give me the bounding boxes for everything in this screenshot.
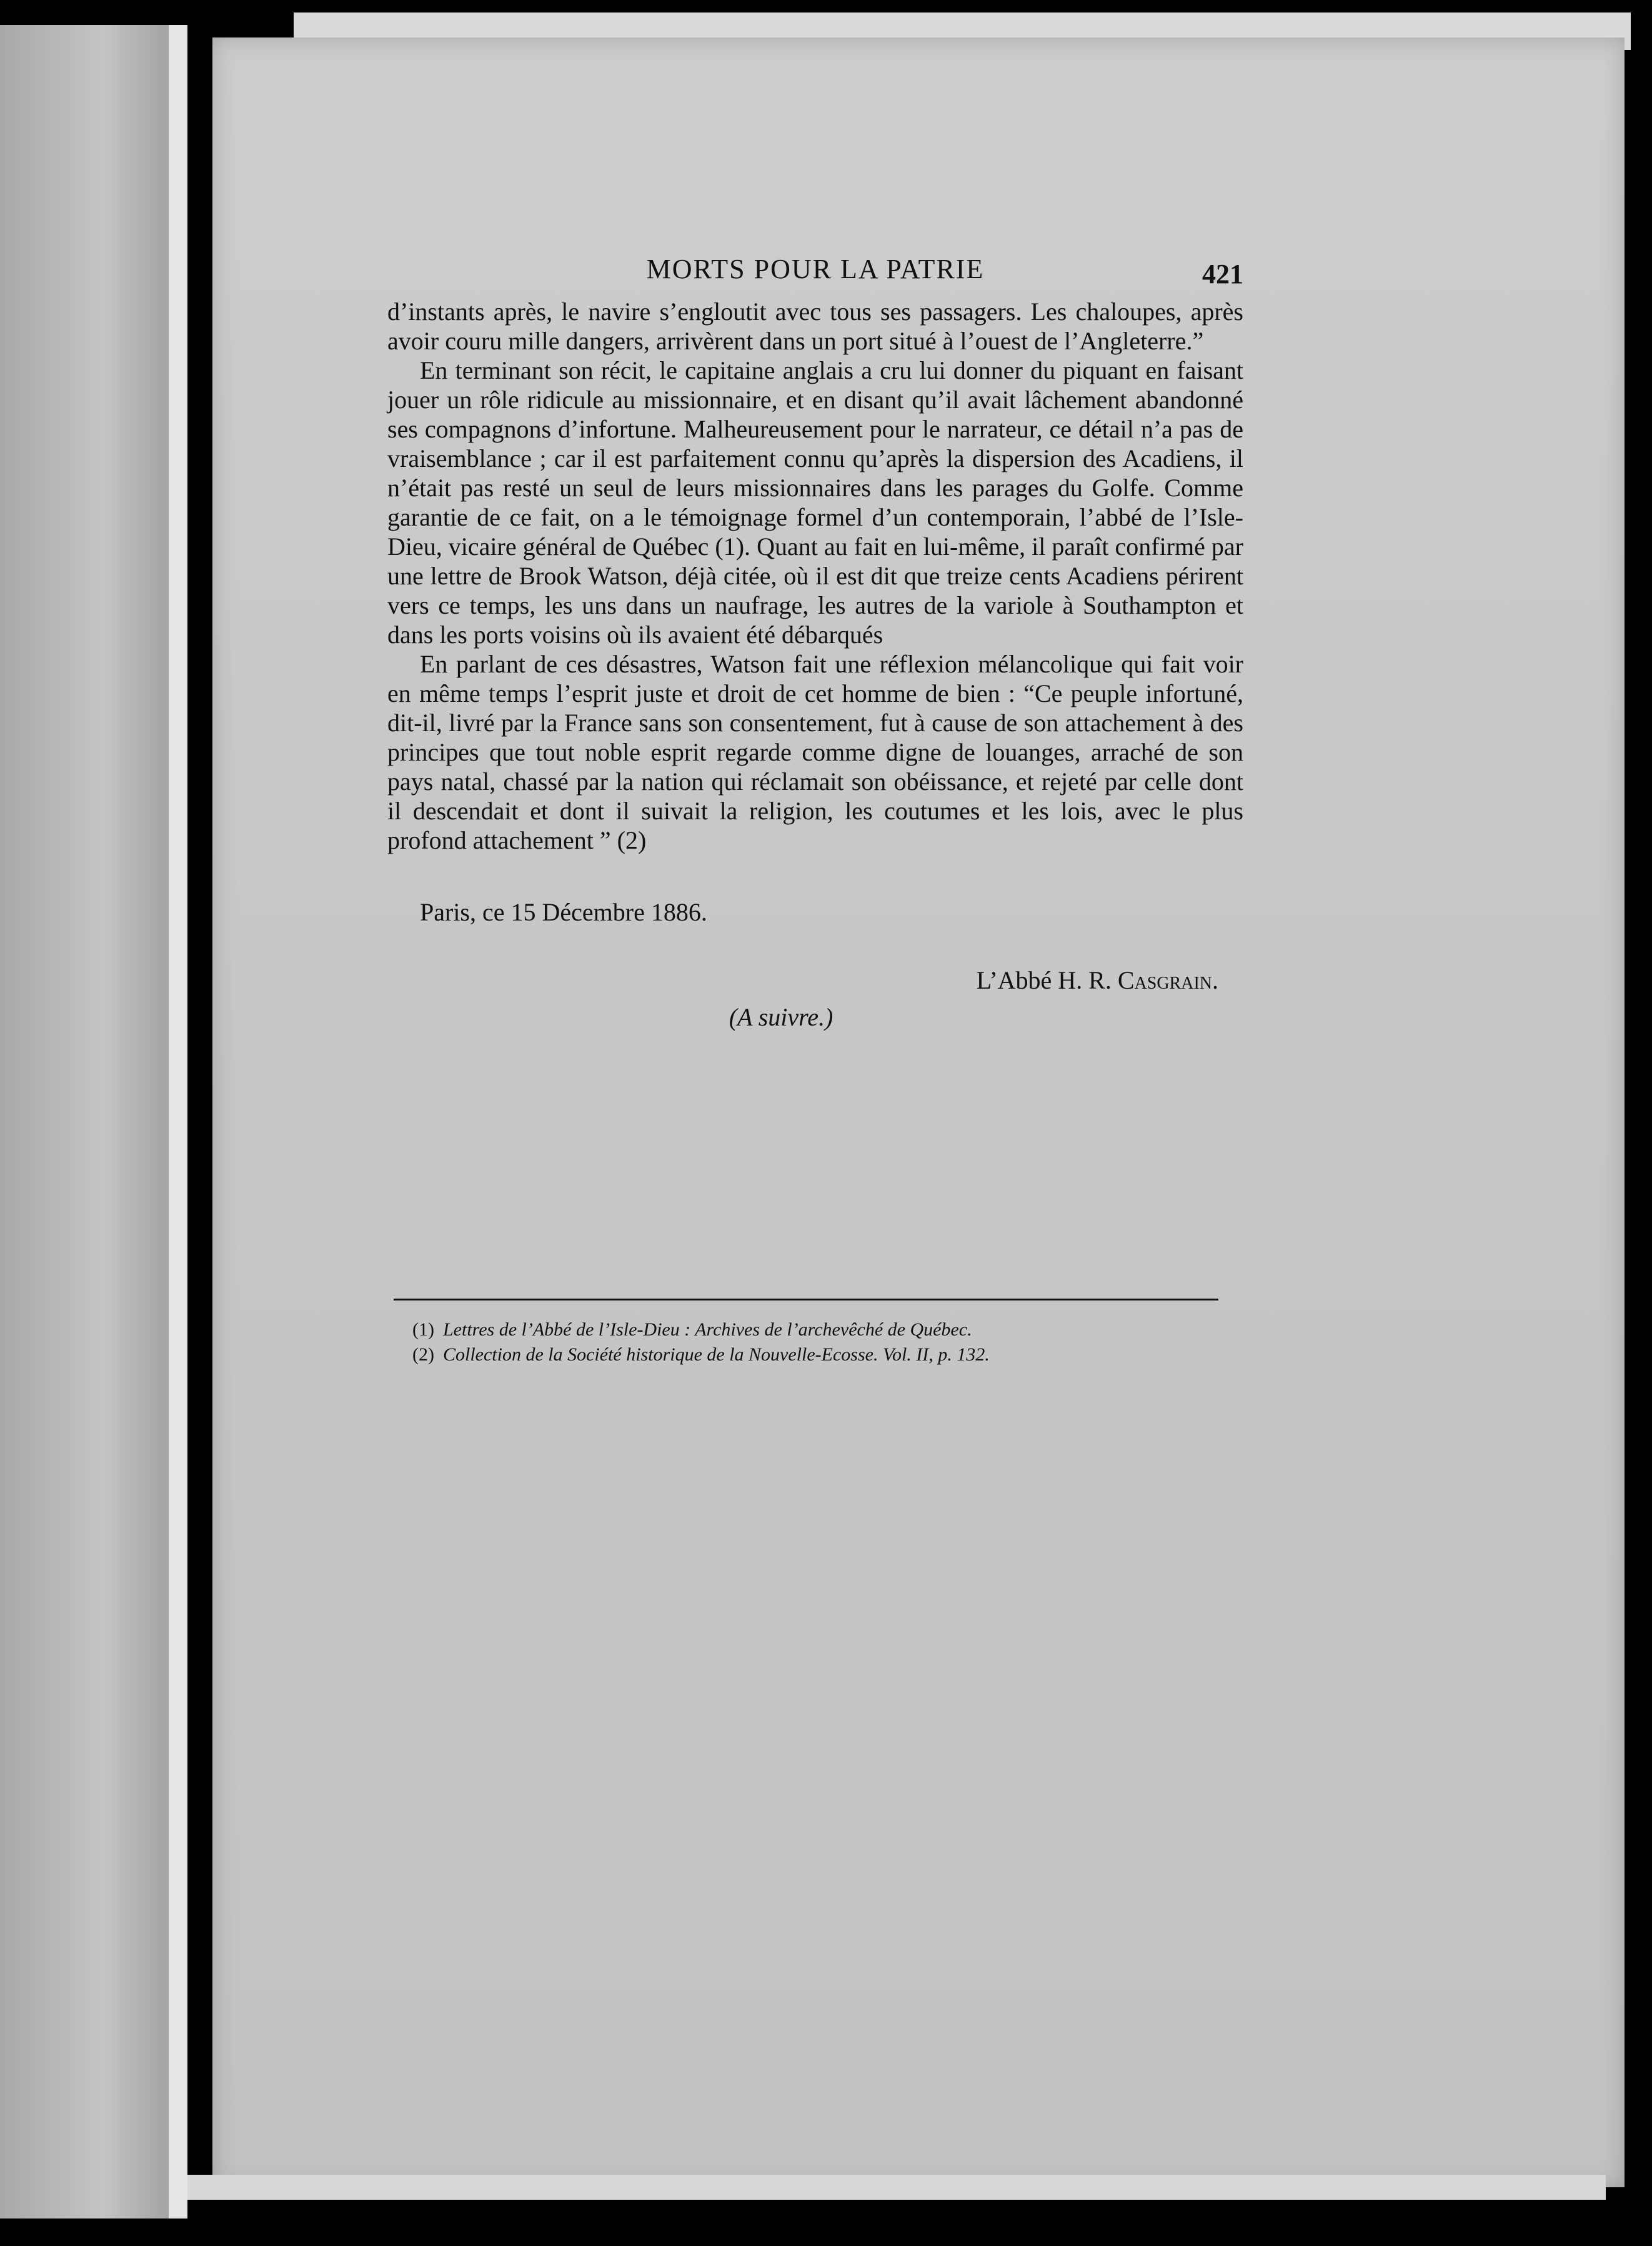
footnote-mark: (1)	[412, 1319, 434, 1340]
footnote-mark: (2)	[412, 1344, 434, 1365]
paragraph: En terminant son récit, le capitaine anglais a cru lui donner du piquant en faisant jouer un rôle ridicule au missionnaire, et en disant qu’il avait lâchement abandonné ses compagnons d’infortune. Malheureusement pour le narrateur, ce détail n’a pas de vraisemblance ; car il est parfaitement connu qu’après la dispersion des Acadiens, il n’était pas resté un seul de leurs missionnaires dans les parages du Golfe. Comme garantie de ce fait, on a le témoignage formel d’un contemporain, l’abbé de l’Isle-Dieu, vicaire général de Québec (1). Quant au fait en lui-même, il paraît confirmé par une lettre de Brook Watson, déjà citée, où il est dit que treize cents Acadiens périrent vers ce temps, les uns dans un naufrage, les autres de la variole à Southampton et dans les ports voisins où ils avaient été débarqués	[387, 356, 1243, 649]
paragraph-continuation: d’instants après, le navire s’engloutit avec tous ses passagers. Les chaloupes, après avoir couru mille dangers, arrivèrent dans un port situé à l’ouest de l’Angleterre.”	[387, 297, 1243, 355]
facing-page-edge	[0, 25, 187, 2219]
running-head	[387, 247, 1243, 297]
footnote	[412, 1317, 1237, 1342]
binding-fold	[169, 25, 187, 2219]
page-bottom-edge	[187, 2175, 1606, 2200]
footnote-rule	[394, 1299, 1218, 1300]
to-be-continued-text: (A suivre.)	[729, 1003, 833, 1031]
running-title: MORTS POUR LA PATRIE	[646, 254, 985, 284]
page-number: 421	[1202, 259, 1243, 289]
footnote	[412, 1342, 1237, 1367]
footnote-text: Lettres de l’Abbé de l’Isle-Dieu : Archives de l’archevêché de Québec.	[442, 1319, 972, 1340]
page-content	[387, 247, 1243, 1032]
footnote-text: Collection de la Société historique de la Nouvelle-Ecosse. Vol. II, p. 132.	[442, 1344, 990, 1365]
signature-prefix: L’Abbé H. R.	[976, 966, 1118, 994]
to-be-continued	[387, 1002, 1243, 1032]
signature	[387, 966, 1243, 995]
paragraph: En parlant de ces désastres, Watson fait une réflexion mélancolique qui fait voir en même temps l’esprit juste et droit de cet homme de bien : “Ce peuple infortuné, dit-il, livré par la France sans son consentement, fut à cause de son attachement à des principes que tout noble esprit regarde comme digne de louanges, arraché de son pays natal, chassé par la nation qui réclamait son obéissance, et rejeté par celle dont il descendait et dont il suivait la religion, les coutumes et les lois, avec le plus profond attachement ” (2)	[387, 650, 1243, 854]
signature-surname: Casgrain.	[1117, 966, 1218, 994]
footnotes	[412, 1317, 1237, 1367]
dateline: Paris, ce 15 Décembre 1886.	[420, 898, 707, 926]
